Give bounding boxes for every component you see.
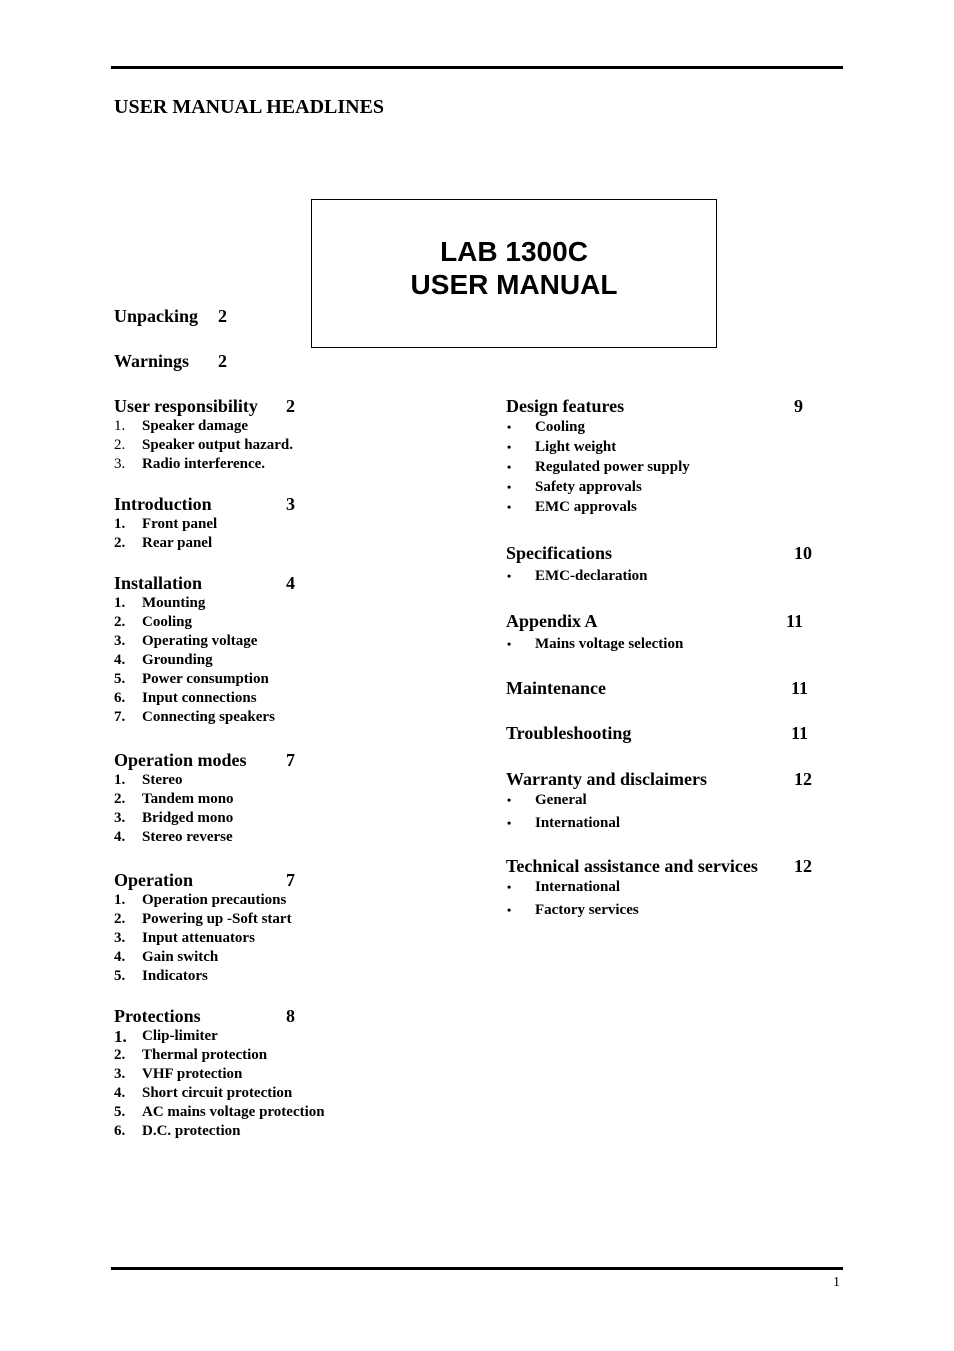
toc-section-specifications bbox=[506, 542, 826, 586]
list-item: 2. Cooling bbox=[114, 614, 193, 630]
section-page: 4 bbox=[286, 573, 295, 593]
section-page: 7 bbox=[286, 870, 295, 890]
toc-section-protections bbox=[114, 1005, 374, 1141]
list-item: • General bbox=[507, 792, 587, 808]
section-page: 11 bbox=[791, 678, 809, 698]
section-title: Unpacking bbox=[114, 306, 199, 326]
toc-section-user-responsibility bbox=[114, 395, 374, 474]
section-title: Technical assistance and services bbox=[506, 856, 758, 876]
section-title: Operation bbox=[114, 870, 193, 890]
list-item: 1. Operation precautions bbox=[114, 892, 287, 908]
list-item: 3. Input attenuators bbox=[114, 930, 255, 946]
section-title: Installation bbox=[114, 573, 203, 593]
top-rule bbox=[111, 66, 843, 69]
title-box bbox=[311, 199, 717, 348]
title-line-1: LAB 1300C bbox=[440, 236, 588, 267]
list-item: 1. Clip-limiter bbox=[114, 1027, 218, 1046]
toc-section-introduction bbox=[114, 493, 374, 553]
list-item: • Regulated power supply bbox=[507, 459, 690, 475]
list-item: • EMC approvals bbox=[507, 499, 637, 515]
list-item: 4. Grounding bbox=[114, 652, 213, 668]
list-item: 4. Stereo reverse bbox=[114, 829, 233, 845]
list-item: 2. Thermal protection bbox=[114, 1047, 268, 1063]
section-page: 2 bbox=[218, 306, 227, 326]
list-item: • EMC-declaration bbox=[507, 568, 648, 584]
section-title: Maintenance bbox=[506, 678, 606, 698]
section-title: Troubleshooting bbox=[506, 723, 632, 743]
section-title: User responsibility bbox=[114, 396, 258, 416]
section-title: Protections bbox=[114, 1006, 201, 1026]
list-item: 5. AC mains voltage protection bbox=[114, 1104, 325, 1120]
page-number: 1 bbox=[833, 1275, 840, 1290]
section-page: 11 bbox=[786, 611, 804, 631]
title-line-2: USER MANUAL bbox=[410, 269, 618, 300]
section-page: 3 bbox=[286, 494, 295, 514]
toc-section-unpacking bbox=[114, 305, 314, 327]
toc-section-maintenance bbox=[506, 677, 826, 699]
list-item: 2. Tandem mono bbox=[114, 791, 234, 807]
toc-section-operation bbox=[114, 869, 374, 986]
section-page: 8 bbox=[286, 1006, 295, 1026]
section-title: Warranty and disclaimers bbox=[506, 769, 707, 789]
list-item: 7. Connecting speakers bbox=[114, 709, 275, 725]
document-headline: USER MANUAL HEADLINES bbox=[114, 96, 385, 118]
list-item: 3. Bridged mono bbox=[114, 810, 234, 826]
list-item: 4. Short circuit protection bbox=[114, 1085, 293, 1101]
section-title: Specifications bbox=[506, 543, 612, 563]
list-item: 1. Mounting bbox=[114, 595, 206, 611]
section-title: Warnings bbox=[114, 351, 190, 371]
list-item: 1. Speaker damage bbox=[114, 418, 248, 434]
toc-section-operation-modes bbox=[114, 749, 374, 847]
section-page: 9 bbox=[794, 396, 803, 416]
list-item: • International bbox=[507, 815, 621, 831]
list-item: 2. Powering up -Soft start bbox=[114, 911, 292, 927]
list-item: • Light weight bbox=[507, 439, 617, 455]
bottom-rule bbox=[111, 1267, 843, 1270]
section-title: Introduction bbox=[114, 494, 212, 514]
list-item: • Factory services bbox=[507, 902, 639, 918]
list-item: 3. VHF protection bbox=[114, 1066, 243, 1082]
list-item: • Cooling bbox=[507, 419, 586, 435]
section-title: Design features bbox=[506, 396, 625, 416]
list-item: 1. Stereo bbox=[114, 772, 183, 788]
toc-section-troubleshooting bbox=[506, 722, 826, 744]
list-item: 5. Power consumption bbox=[114, 671, 269, 687]
list-item: 5. Indicators bbox=[114, 968, 208, 984]
section-page: 7 bbox=[286, 750, 295, 770]
list-item: 2. Rear panel bbox=[114, 535, 213, 551]
list-item: • International bbox=[507, 879, 621, 895]
section-page: 12 bbox=[794, 769, 812, 789]
toc-section-appendix-a bbox=[506, 610, 826, 654]
toc-section-installation bbox=[114, 572, 374, 727]
section-page: 2 bbox=[286, 396, 295, 416]
section-page: 10 bbox=[794, 543, 812, 563]
toc-section-warnings bbox=[114, 350, 314, 372]
list-item: • Mains voltage selection bbox=[507, 636, 684, 652]
list-item: 6. Input connections bbox=[114, 690, 257, 706]
list-item: 1. Front panel bbox=[114, 516, 218, 532]
list-item: • Safety approvals bbox=[507, 479, 642, 495]
section-page: 11 bbox=[791, 723, 809, 743]
section-page: 2 bbox=[218, 351, 227, 371]
list-item: 3. Radio interference. bbox=[114, 456, 266, 472]
toc-section-warranty bbox=[506, 768, 826, 833]
list-item: 3. Operating voltage bbox=[114, 633, 258, 649]
list-item: 6. D.C. protection bbox=[114, 1123, 241, 1139]
list-item: 2. Speaker output hazard. bbox=[114, 437, 293, 453]
toc-section-technical-assistance bbox=[506, 855, 826, 920]
section-page: 12 bbox=[794, 856, 812, 876]
section-title: Operation modes bbox=[114, 750, 247, 770]
section-title: Appendix A bbox=[506, 611, 598, 631]
toc-section-design-features bbox=[506, 395, 826, 517]
list-item: 4. Gain switch bbox=[114, 949, 219, 965]
